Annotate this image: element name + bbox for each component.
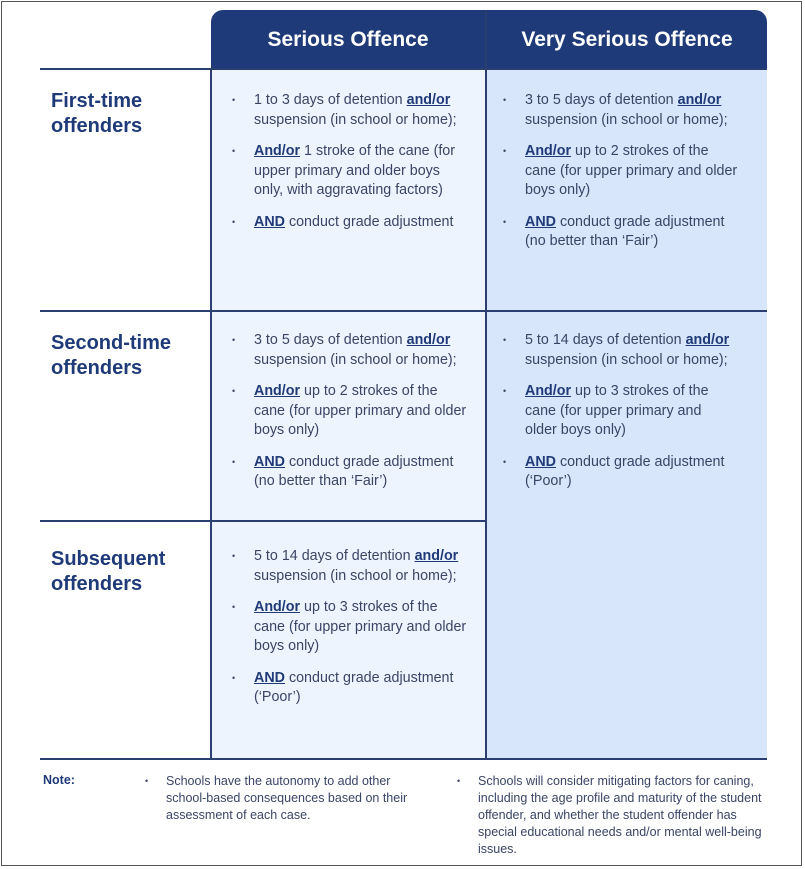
list-item: • 3 to 5 days of detention and/or suspension (in school or home); — [503, 91, 743, 130]
row-label-line1: Subsequent — [51, 548, 166, 570]
list-item: • And/or 1 stroke of the cane (for upper primary and older boys only, with aggravating factors) — [232, 142, 462, 201]
row-label-subsequent — [51, 547, 206, 597]
cell-second-very-serious — [503, 331, 733, 504]
row-label-first-time — [51, 89, 206, 139]
list-item: • And/or up to 3 strokes of the cane (for upper primary and older boys only) — [503, 382, 733, 441]
divider-serious-very — [485, 10, 487, 759]
list-item: • AND conduct grade adjustment (‘Poor’) — [232, 669, 467, 708]
divider-label-column — [210, 70, 212, 759]
cell-first-serious — [232, 91, 462, 244]
list-item: • 5 to 14 days of detention and/or suspension (in school or home); — [503, 331, 733, 370]
note-label: Note: — [43, 773, 75, 787]
header-very-serious-offence: Very Serious Offence — [487, 10, 767, 70]
divider-bottom — [40, 758, 767, 760]
divider-top — [40, 68, 767, 70]
row-label-line2: offenders — [51, 573, 143, 595]
divider-second-subsequent — [40, 520, 487, 522]
row-label-line1: Second-time — [51, 332, 172, 354]
list-item: • AND conduct grade adjustment (no better than ‘Fair’) — [503, 213, 743, 252]
row-label-line2: offenders — [51, 357, 143, 379]
list-item: • And/or up to 2 strokes of the cane (for upper primary and older boys only) — [503, 142, 743, 201]
note-item-mitigating-factors: Schools will consider mitigating factors for caning, including the age profile and maturity of the student offender, and whether the student offender has special educational needs and/or mental well-being issues. — [478, 774, 762, 856]
cell-first-very-serious — [503, 91, 743, 264]
cell-second-serious — [232, 331, 472, 504]
list-item: • 3 to 5 days of detention and/or suspension (in school or home); — [232, 331, 472, 370]
list-item: • AND conduct grade adjustment — [232, 213, 462, 233]
note-bullet-icon: • — [145, 776, 149, 786]
list-item: • 5 to 14 days of detention and/or suspension (in school or home); — [232, 547, 467, 586]
cell-subsequent-serious — [232, 547, 467, 720]
row-label-line1: First-time — [51, 90, 143, 112]
list-item: • And/or up to 3 strokes of the cane (for upper primary and older boys only) — [232, 598, 467, 657]
list-item: • 1 to 3 days of detention and/or suspension (in school or home); — [232, 91, 462, 130]
list-item: • AND conduct grade adjustment (‘Poor’) — [503, 453, 733, 492]
divider-first-second — [40, 310, 767, 312]
note-item-autonomy: Schools have the autonomy to add other school-based consequences based on their assessment of each case. — [166, 774, 408, 822]
list-item: • AND conduct grade adjustment (no better than ‘Fair’) — [232, 453, 472, 492]
row-label-second-time — [51, 331, 206, 381]
note-bullet-icon: • — [457, 776, 461, 786]
row-label-line2: offenders — [51, 115, 143, 137]
header-serious-offence: Serious Offence — [211, 10, 485, 70]
list-item: • And/or up to 2 strokes of the cane (for upper primary and older boys only) — [232, 382, 472, 441]
